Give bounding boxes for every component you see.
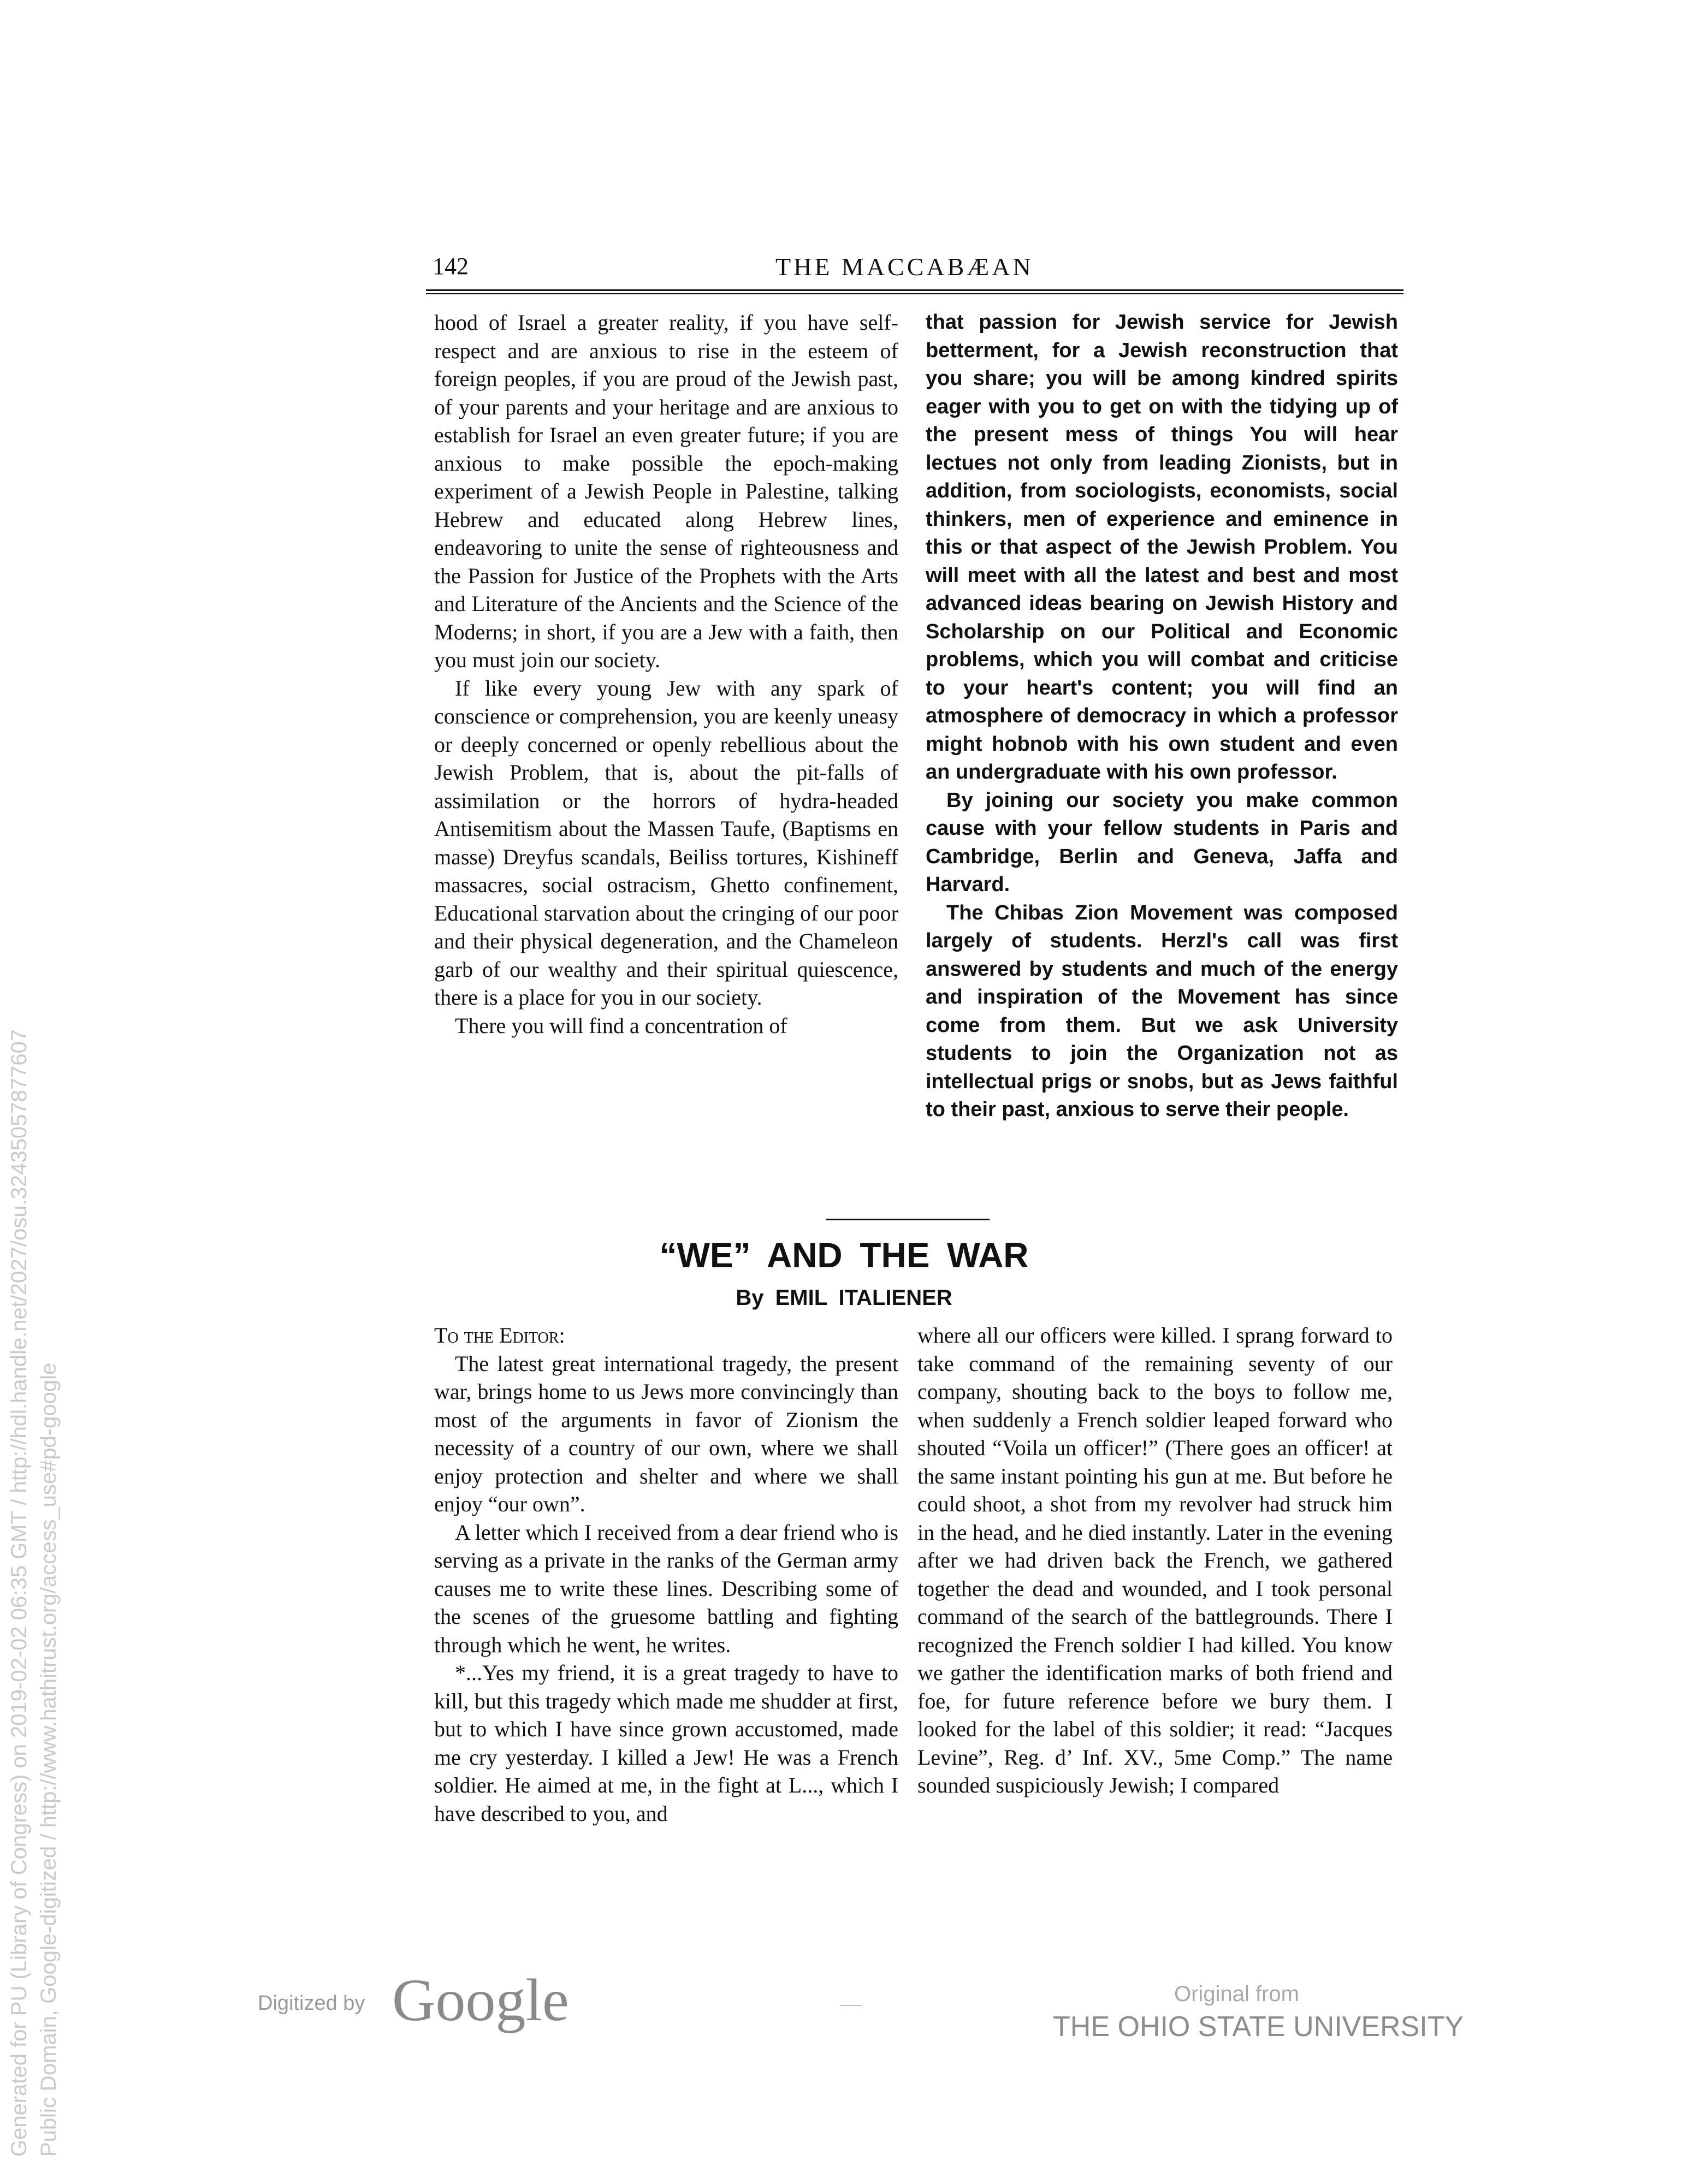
paragraph: A letter which I received from a dear friend who is serving as a private in the ranks of the German army causes me to write these lines. Describing some of the scenes of the gruesome battling and fighting through which he went, he writes. (434, 1520, 898, 1657)
side-watermark (4, 355, 63, 2157)
paragraph: The Chibas Zion Movement was composed largely of students. Herzl's call was first answered by students and much of the energy and inspiration of the Movement has since come from them. But we ask University students to join the Organization not as intellectual prigs or snobs, but as Jews faithful to their past, anxious to serve their people. (926, 901, 1398, 1121)
article-column-left (434, 1321, 898, 1827)
header-rule (426, 289, 1403, 294)
section-divider (826, 1219, 990, 1220)
digitized-by-label: Digitized by (258, 1992, 365, 2015)
paragraph: By joining our society you make common cause with your fellow students in Paris and Cambridge, Berlin and Geneva, Jaffa and Harvard. (926, 788, 1398, 896)
paragraph: where all our officers were killed. I sprang forward to take command of the remaining seventy of our company, shouting back to the boys to follow me, when suddenly a French soldier leaped forward who shouted “Voila un officer!” (There goes an officer! at the same instant pointing his gun at me. But before he could shoot, a shot from my revolver had struck him in the head, and he died instantly. Later in the evening after we had driven back the French, we gathered together the dead and wounded, and I took personal command of the search of the battlegrounds. There I recognized the French soldier I had killed. You know we gather the identification marks of both friend and foe, for future reference before we bury them. I looked for the label of this soldier; it read: “Jacques Levine”, Reg. d’ Inf. XV., 5me Comp.” The name sounded suspiciously Jewish; I compared (917, 1323, 1393, 1797)
article-column-right (917, 1321, 1393, 1800)
footer-dash (840, 2005, 862, 2006)
page-number: 142 (433, 253, 469, 280)
paragraph: The latest great international tragedy, the present war, brings home to us Jews more convincingly than most of the arguments in favor of Zionism the necessity of a country of our own, where we shall enjoy protection and shelter and where we shall enjoy “our own”. (434, 1351, 898, 1516)
paragraph: that passion for Jewish service for Jewish betterment, for a Jewish reconstruction that you share; you will be among kindred spirits eager with you to get on with the tidying up of the present mess of things You will hear lectues not only from leading Zionists, but in addition, from sociologists, economists, social thinkers, men of experience and eminence in this or that aspect of the Jewish Problem. You will meet with all the latest and best and most advanced ideas bearing on Jewish History and Scholarship on our Political and Economic problems, which you will combat and criticise to your heart's content; you will find an atmosphere of democracy in which a professor might hobnob with his own student and even an undergraduate with his own professor. (926, 311, 1398, 784)
paragraph: If like every young Jew with any spark of conscience or comprehension, you are keenly uneasy or deeply concerned or openly rebellious about the Jewish Problem, that is, about the pit-falls of assimilation or the horrors of hydra-headed Antisemitism about the Massen Taufe, (Baptisms en masse) Dreyfus scandals, Beiliss tortures, Kishineff massacres, social ostracism, Ghetto confinement, Educational starvation about the cringing of our poor and their physical degeneration, and the Chameleon garb of our wealthy and their spiritual quiescence, there is a place for you in our society. (434, 675, 898, 1010)
original-from-label: Original from (1174, 1982, 1299, 2006)
watermark-line: Generated for PU (Library of Congress) on 2019-02-02 06:35 GMT / http://hdl.handle.net/2027/osu.32435057877607 (7, 1029, 31, 2157)
salutation: To the Editor: (434, 1323, 565, 1348)
university-label: THE OHIO STATE UNIVERSITY (1053, 2011, 1464, 2043)
article-title: “WE” AND THE WAR (659, 1236, 1029, 1275)
paragraph: hood of Israel a greater reality, if you have self-respect and are anxious to rise in the esteem of foreign peoples, if you are proud of the Jewish past, of your parents and your heritage and are anxious to establish for Israel an even greater future; if you are anxious to make possible the epoch-making experiment of a Jewish People in Palestine, talking Hebrew and educated along Hebrew lines, endeavoring to unite the sense of righteousness and the Passion for Justice of the Prophets with the Arts and Literature of the Ancients and the Science of the Moderns; in short, if you are a Jew with a faith, then you must join our society. (434, 310, 898, 672)
google-logo: Google (392, 1967, 569, 2033)
upper-column-left (434, 308, 898, 1040)
watermark-line: Public Domain, Google-digitized / http://www.hathitrust.org/access_use#pd-google (37, 1362, 61, 2157)
paragraph: There you will find a concentration of (455, 1013, 787, 1038)
upper-column-right (926, 308, 1398, 1124)
paragraph: *...Yes my friend, it is a great tragedy to have to kill, but this tragedy which made me shudder at first, but to which I have since grown accustomed, made me cry yesterday. I killed a Jew! He was a French soldier. He aimed at me, in the fight at L..., which I have described to you, and (434, 1660, 898, 1826)
byline: By EMIL ITALIENER (736, 1286, 952, 1310)
running-title: THE MACCABÆAN (775, 253, 1034, 281)
